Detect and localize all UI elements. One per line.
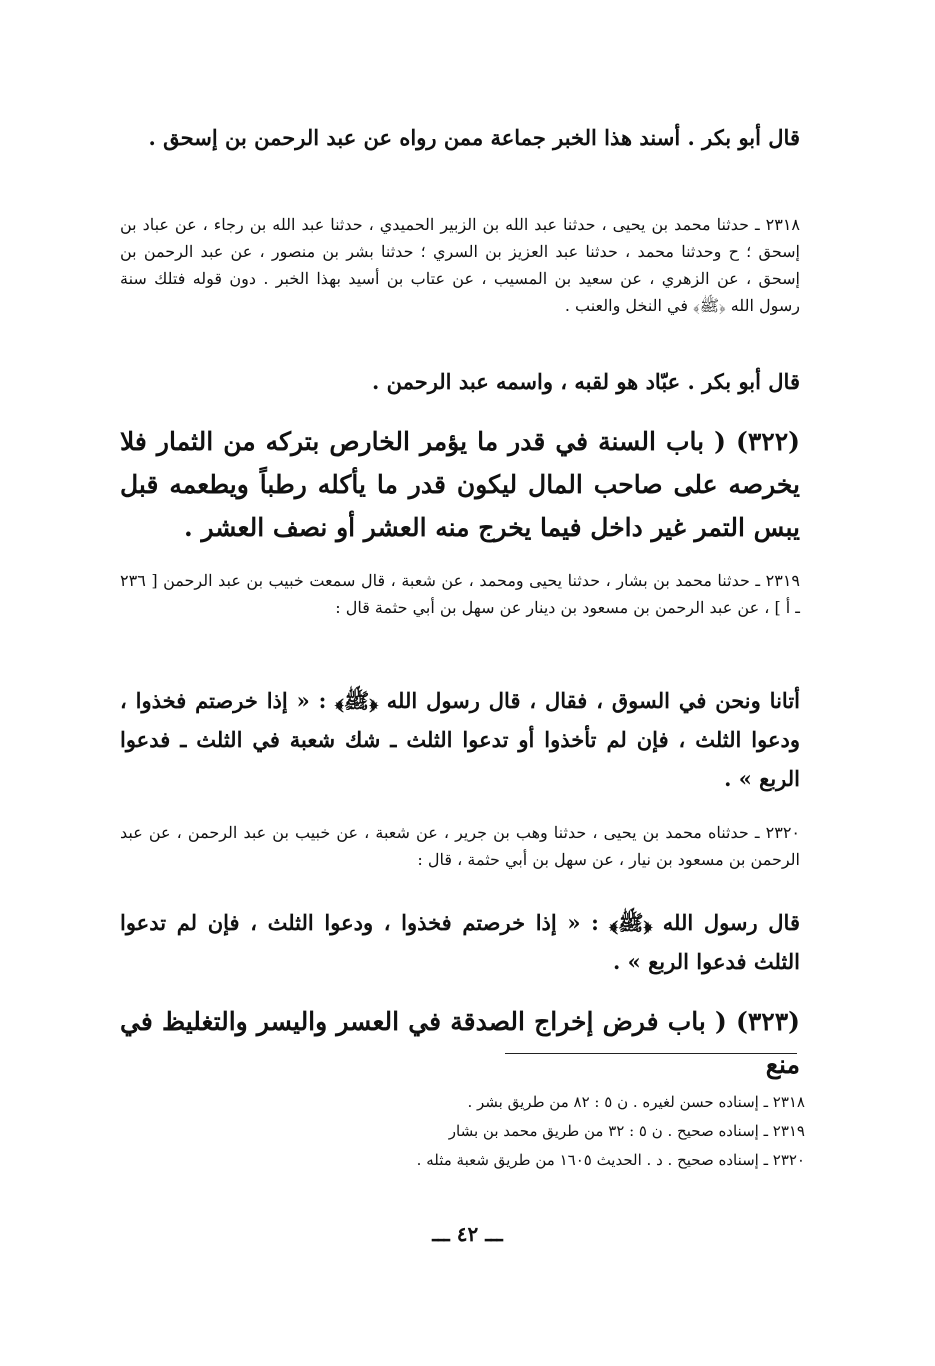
- hadith-2320-matn: [120, 903, 800, 981]
- hadith-2318: [120, 211, 800, 319]
- paragraph-text: قال أبو بكر . عبّاد هو لقبه ، واسمه عبد الرحمن .: [371, 369, 800, 394]
- paragraph-text: قال رسول الله ﴿ﷺ﴾ : « إذا خرصتم فخذوا ، ودعوا الثلث ، فإن لم تدعوا الثلث فدعوا الربع » .: [120, 910, 800, 974]
- hadith-text: ٢٣٢٠ ـ حدثناه محمد بن يحيى ، حدثنا وهب بن جرير ، عن شعبة ، عن خبيب بن عبد الرحمن ، عن عبد الرحمن بن مسعود بن نيار ، عن سهل بن أبي حثمة ، قال :: [120, 823, 800, 869]
- paragraph-abu-bakr-2: [120, 362, 800, 401]
- paragraph-text: أتانا ونحن في السوق ، فقال ، قال رسول الله ﴿ﷺ﴾ : « إذا خرصتم فخذوا ، ودعوا الثلث ، فإن لم تأخذوا أو تدعوا الثلث ـ شك شعبة في الثلث ـ فدعوا الربع » .: [120, 688, 800, 791]
- hadith-2320: [120, 819, 800, 873]
- heading-text: (٣٢٢) ( باب السنة في قدر ما يؤمر الخارص بتركه من الثمار فلا يخرصه على صاحب المال ليكون قدر ما يأكله رطباً ويطعمه قبل يبس التمر غير داخل فيما يخرج منه العشر أو نصف العشر .: [120, 427, 800, 542]
- footnotes: [300, 1088, 805, 1175]
- paragraph-text: قال أبو بكر . أسند هذا الخبر جماعة ممن رواه عن عبد الرحمن بن إسحق .: [148, 125, 800, 150]
- hadith-text: ٢٣١٨ ـ حدثنا محمد بن يحيى ، حدثنا عبد الله بن الزبير الحميدي ، حدثنا عبد الله بن رجاء ، عن عباد بن إسحق ؛ ح وحدثنا محمد ، حدثنا عبد العزيز بن السري ؛ حدثنا بشر بن منصور ، عن عبد الرحمن بن إسحق ، عن الزهري ، عن سعيد بن المسيب ، عن عتاب بن أسيد بهذا الخبر . دون قوله فتلك سنة رسول الله ﴿ﷺ﴾ في النخل والعنب .: [120, 215, 801, 315]
- page-number: ـــ ٤٢ ـــ: [432, 1222, 503, 1246]
- heading-text: (٣٢٣) ( باب فرض إخراج الصدقة في العسر واليسر والتغليظ في منع: [120, 1007, 800, 1079]
- footnote-2319: ٢٣١٩ ـ إسناده صحيح . ن ٥ : ٣٢ من طريق محمد بن بشار: [448, 1122, 805, 1140]
- hadith-2319-matn: [120, 681, 800, 798]
- footnote-divider: [505, 1053, 797, 1054]
- hadith-2319: [120, 567, 800, 621]
- hadith-text: ٢٣١٩ ـ حدثنا محمد بن بشار ، حدثنا يحيى ومحمد ، عن شعبة ، قال سمعت خبيب بن عبد الرحمن [ ٢٣٦ ـ أ ] ، عن عبد الرحمن بن مسعود بن دينار عن سهل بن أبي حثمة قال :: [120, 571, 800, 617]
- chapter-heading-323: [120, 1000, 800, 1086]
- footnote-2318: ٢٣١٨ ـ إسناده حسن لغيره . ن ٥ : ٨٢ من طريق بشر .: [467, 1093, 805, 1111]
- chapter-heading-322: [120, 420, 800, 549]
- footnote-2320: ٢٣٢٠ ـ إسناده صحيح . د . الحديث ١٦٠٥ من طريق شعبة مثله .: [416, 1151, 805, 1169]
- paragraph-abu-bakr-1: [120, 118, 800, 157]
